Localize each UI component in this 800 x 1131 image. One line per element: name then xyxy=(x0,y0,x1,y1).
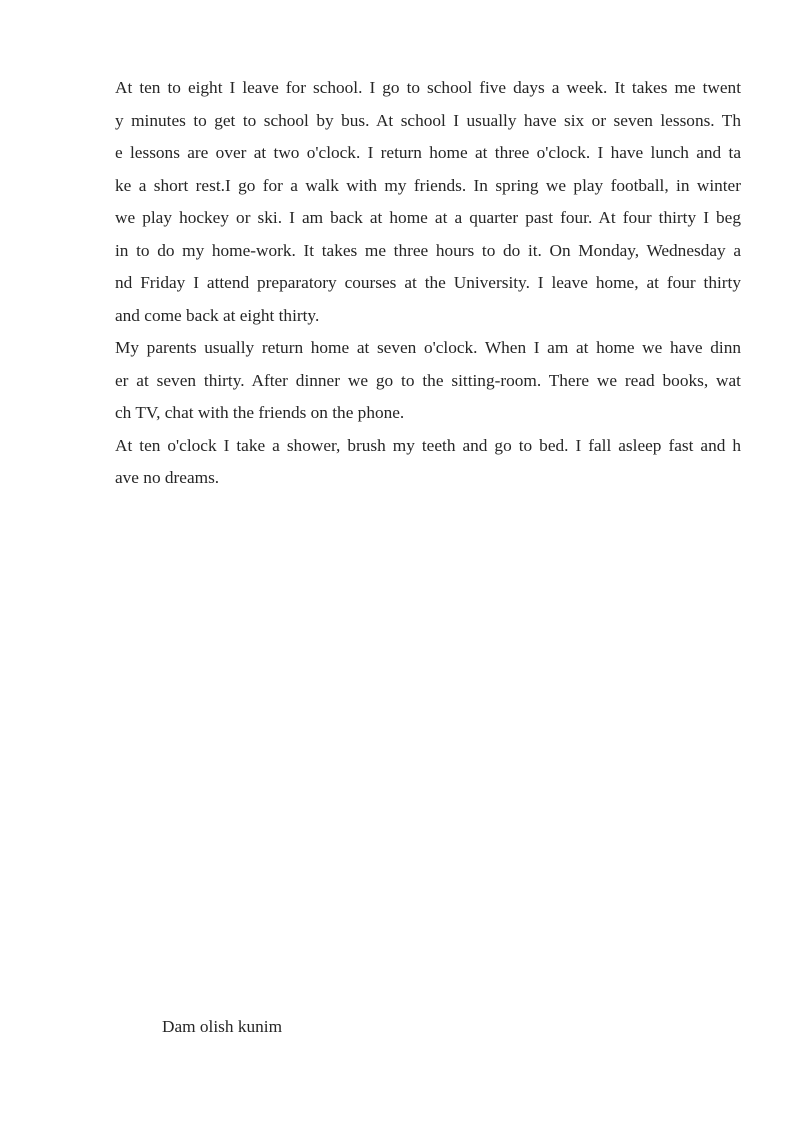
text-line: we play hockey or ski. I am back at home at a quarter past four. At four thirty I beg xyxy=(115,208,741,227)
text-line: y minutes to get to school by bus. At school I usually have six or seven lessons. Th xyxy=(115,110,741,130)
text-line: e lessons are over at two o'clock. I return home at three o'clock. I have lunch and ta xyxy=(115,143,741,162)
text-line: in to do my home-work. It takes me three hours to do it. On Monday, Wednesday a xyxy=(115,240,741,260)
text-line: ch TV, chat with the friends on the phone. xyxy=(115,403,405,422)
text-line: and come back at eight thirty. xyxy=(115,305,320,325)
text-line: At ten to eight I leave for school. I go to school five days a week. It takes me twent xyxy=(115,78,741,97)
text-line: nd Friday I attend preparatory courses at the University. I leave home, at four thirty xyxy=(115,273,741,292)
text-line: ave no dreams. xyxy=(115,468,220,487)
text-line: My parents usually return home at seven o'clock. When I am at home we have dinn xyxy=(115,338,741,357)
text-line: ke a short rest.I go for a walk with my friends. In spring we play football, in winter xyxy=(115,175,741,195)
text-line: er at seven thirty. After dinner we go to the sitting-room. There we read books, wat xyxy=(115,370,741,390)
body-text xyxy=(115,72,741,495)
text-line: At ten o'clock I take a shower, brush my teeth and go to bed. I fall asleep fast and h xyxy=(115,435,741,455)
footer-note: Dam olish kunim xyxy=(162,1017,283,1036)
